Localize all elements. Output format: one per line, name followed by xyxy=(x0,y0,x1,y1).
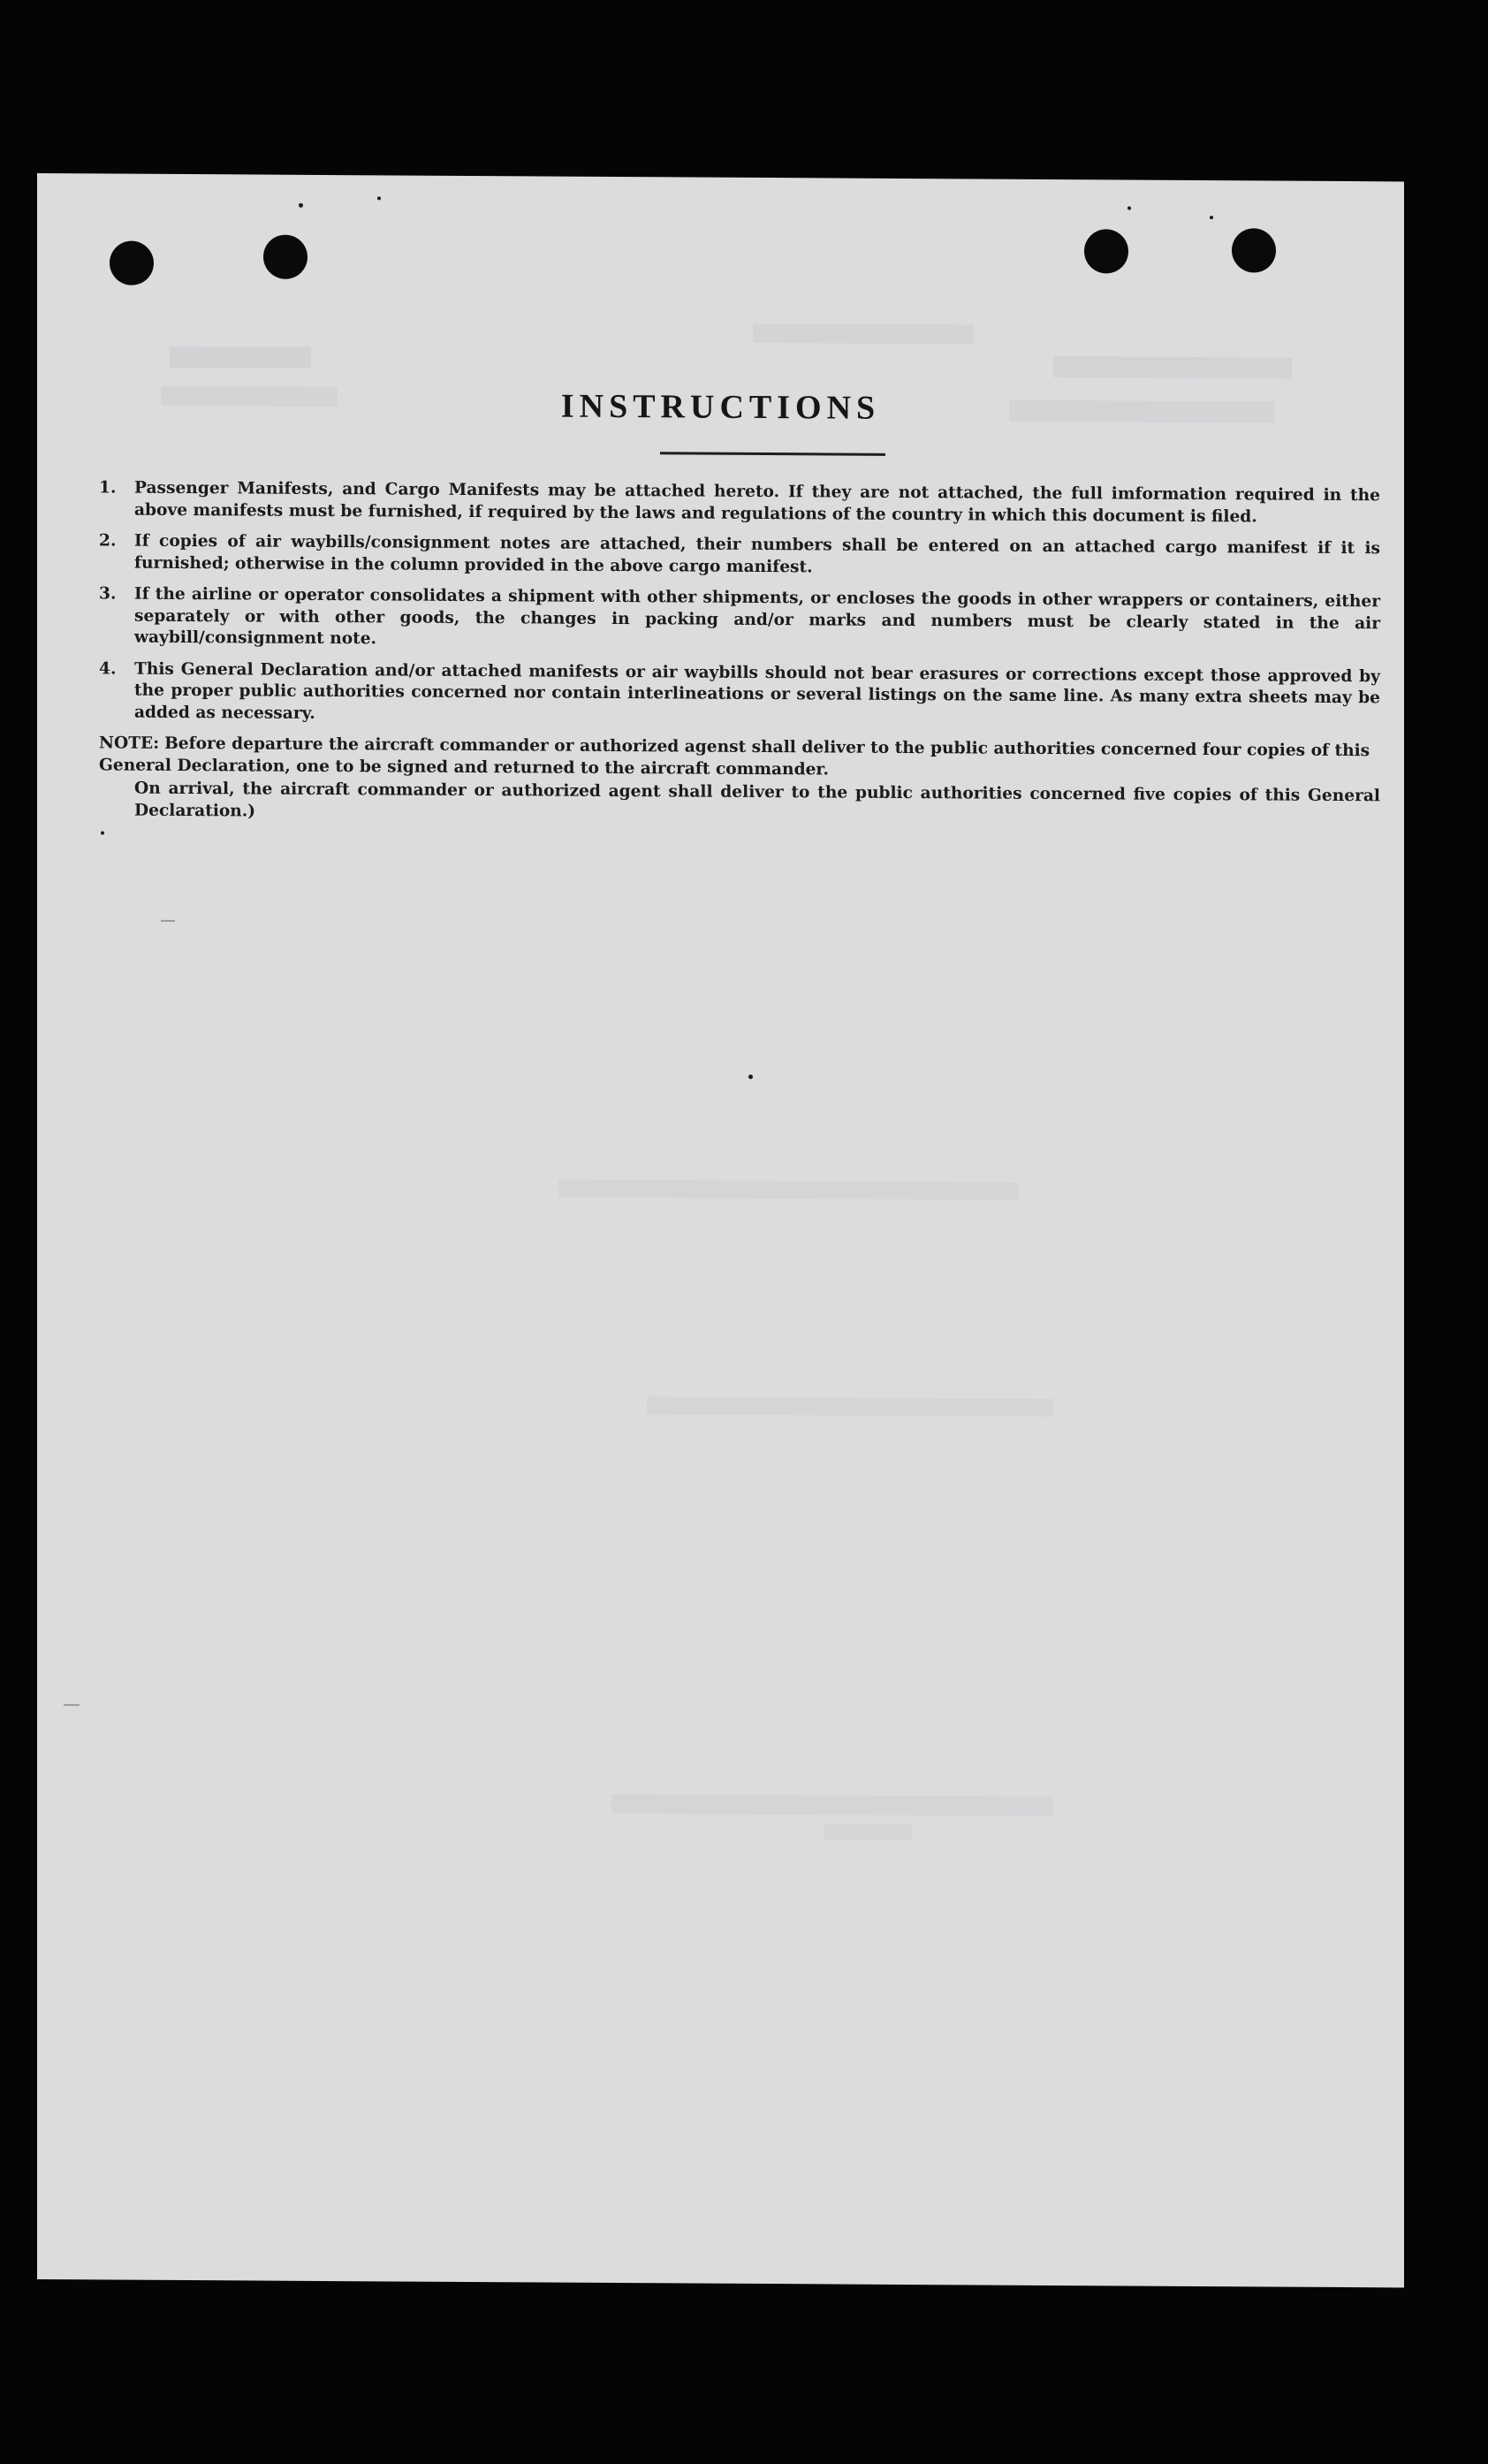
dust-speck xyxy=(1210,216,1213,219)
item-number: 4. xyxy=(99,658,117,679)
instructions-list xyxy=(99,477,1380,829)
item-number: 1. xyxy=(99,478,117,498)
punch-hole-right-2 xyxy=(1232,228,1276,272)
instruction-item xyxy=(99,658,1380,731)
dust-speck xyxy=(748,1075,753,1079)
bleed-through-mark xyxy=(170,346,311,369)
bleed-through-mark xyxy=(558,1180,1018,1200)
document-page xyxy=(37,173,1404,2287)
note-first-paragraph xyxy=(99,733,1380,784)
margin-mark xyxy=(161,920,175,922)
margin-mark xyxy=(64,1704,80,1706)
instruction-item xyxy=(99,530,1380,582)
note-text: Before departure the aircraft commander or authorized agenst shall deliver to the public authorities concerned four copies of this General Declaration, one to be signed and returned to the aircraft commander. xyxy=(99,734,1370,779)
bleed-through-mark xyxy=(753,323,974,345)
bleed-through-mark xyxy=(1053,356,1292,379)
title-underline xyxy=(660,452,885,456)
item-text: If the airline or operator consolidates a shipment with other shipments, or encloses the goods in other wrappers or containers, either separately or with other goods, the changes in packing and/or marks and numbers must be clearly stated in the air waybill/consignment note. xyxy=(134,584,1380,649)
dust-speck xyxy=(299,203,303,208)
item-text: If copies of air waybills/consignment notes are attached, their numbers shall be entered on an attached cargo manifest if it is furnished; otherwise in the column provided in the above cargo manifest. xyxy=(134,531,1380,576)
page-title: INSTRUCTIONS xyxy=(560,387,881,427)
bleed-through-mark xyxy=(611,1794,1053,1816)
dust-speck xyxy=(377,196,381,200)
item-number: 3. xyxy=(99,584,117,604)
instruction-item xyxy=(99,477,1380,529)
instruction-item xyxy=(99,583,1380,656)
bleed-through-mark xyxy=(824,1823,912,1840)
punch-hole-left-2 xyxy=(263,235,307,279)
item-number: 2. xyxy=(99,531,117,551)
bleed-through-mark xyxy=(647,1396,1053,1417)
note-block xyxy=(99,733,1380,829)
item-text: Passenger Manifests, and Cargo Manifests may be attached hereto. If they are not attached, the full imformation required in the above manifests must be furnished, if required by the laws and regulations of the country in which this document is filed. xyxy=(134,478,1380,526)
note-second-paragraph: On arrival, the aircraft commander or authorized agent shall deliver to the public authorities concerned five copies of this General Declaration.) xyxy=(134,779,1380,821)
punch-hole-left-1 xyxy=(110,241,154,285)
punch-hole-right-1 xyxy=(1084,229,1128,273)
dust-speck xyxy=(1127,207,1131,210)
dust-speck xyxy=(101,831,104,834)
note-label: NOTE: xyxy=(99,734,160,753)
item-text: This General Declaration and/or attached manifests or air waybills should not bear erasures or corrections except those approved by the proper public authorities concerned nor contain interlineations or several listings on the same line. As many extra sheets may be added as necessary. xyxy=(134,659,1380,723)
